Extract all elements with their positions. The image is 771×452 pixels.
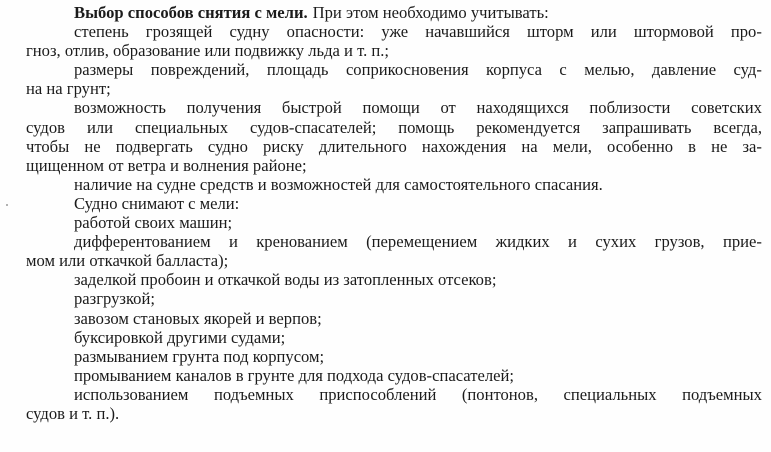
text-line bbox=[26, 289, 762, 308]
line-text: наличие на судне средств и возможностей для самостоятельного спасания. bbox=[74, 174, 603, 194]
line-text: промыванием каналов в грунте для подхода судов-спасателей; bbox=[74, 365, 514, 385]
text-line bbox=[26, 404, 762, 423]
document-body bbox=[26, 3, 762, 423]
line-text: буксировкой другими судами; bbox=[74, 327, 286, 347]
text-line: степень грозящей судну опасности: уже начавшийся шторм или штормовой про- bbox=[74, 22, 762, 42]
text-line bbox=[26, 41, 762, 60]
text-line bbox=[26, 213, 762, 232]
text-line bbox=[26, 3, 762, 22]
text-line bbox=[26, 347, 762, 366]
line-text: размыванием грунта под корпусом; bbox=[74, 346, 325, 366]
text-line bbox=[26, 366, 762, 385]
text-line bbox=[26, 328, 762, 347]
line-text: мом или откачкой балласта); bbox=[26, 251, 229, 271]
text-line bbox=[26, 270, 762, 289]
text-line: размеры повреждений, площадь соприкосновения корпуса с мелью, давление суд- bbox=[74, 60, 762, 80]
text-line bbox=[26, 251, 762, 270]
text-line bbox=[26, 175, 762, 194]
line-text: на на грунт; bbox=[26, 79, 111, 99]
text-line: использованием подъемных приспособлений (понтонов, специальных подъемных bbox=[74, 384, 762, 404]
line-text: Судно снимают с мели: bbox=[74, 193, 240, 213]
text-line bbox=[26, 79, 762, 98]
line-text: работой своих машин; bbox=[74, 213, 233, 233]
line-text: разгрузкой; bbox=[74, 289, 155, 309]
scan-speck bbox=[6, 204, 8, 206]
text-line bbox=[26, 309, 762, 328]
text-line: возможность получения быстрой помощи от находящихся поблизости советских bbox=[74, 98, 762, 118]
text-line: судов или специальных судов-спасателей; помощь рекомендуется запрашивать всегда, bbox=[26, 117, 762, 137]
line-text: При этом необходимо учитывать: bbox=[312, 3, 549, 22]
line-text: судов и т. п.). bbox=[26, 403, 120, 423]
text-line: чтобы не подвергать судно риску длительного нахождения на мели, особенно в не за- bbox=[26, 136, 762, 156]
section-heading: Выбор способов снятия с мели. bbox=[74, 3, 308, 22]
line-text: заделкой пробоин и откачкой воды из затопленных отсеков; bbox=[74, 270, 497, 290]
text-line bbox=[26, 194, 762, 213]
line-text: гноз, отлив, образование или подвижку льда и т. п.; bbox=[26, 41, 390, 61]
text-line: дифферентованием и кренованием (перемещением жидких и сухих грузов, прие- bbox=[74, 232, 762, 252]
line-text: щищенном от ветра и волнения районе; bbox=[26, 155, 307, 175]
text-line bbox=[26, 156, 762, 175]
line-text: завозом становых якорей и верпов; bbox=[74, 308, 322, 328]
